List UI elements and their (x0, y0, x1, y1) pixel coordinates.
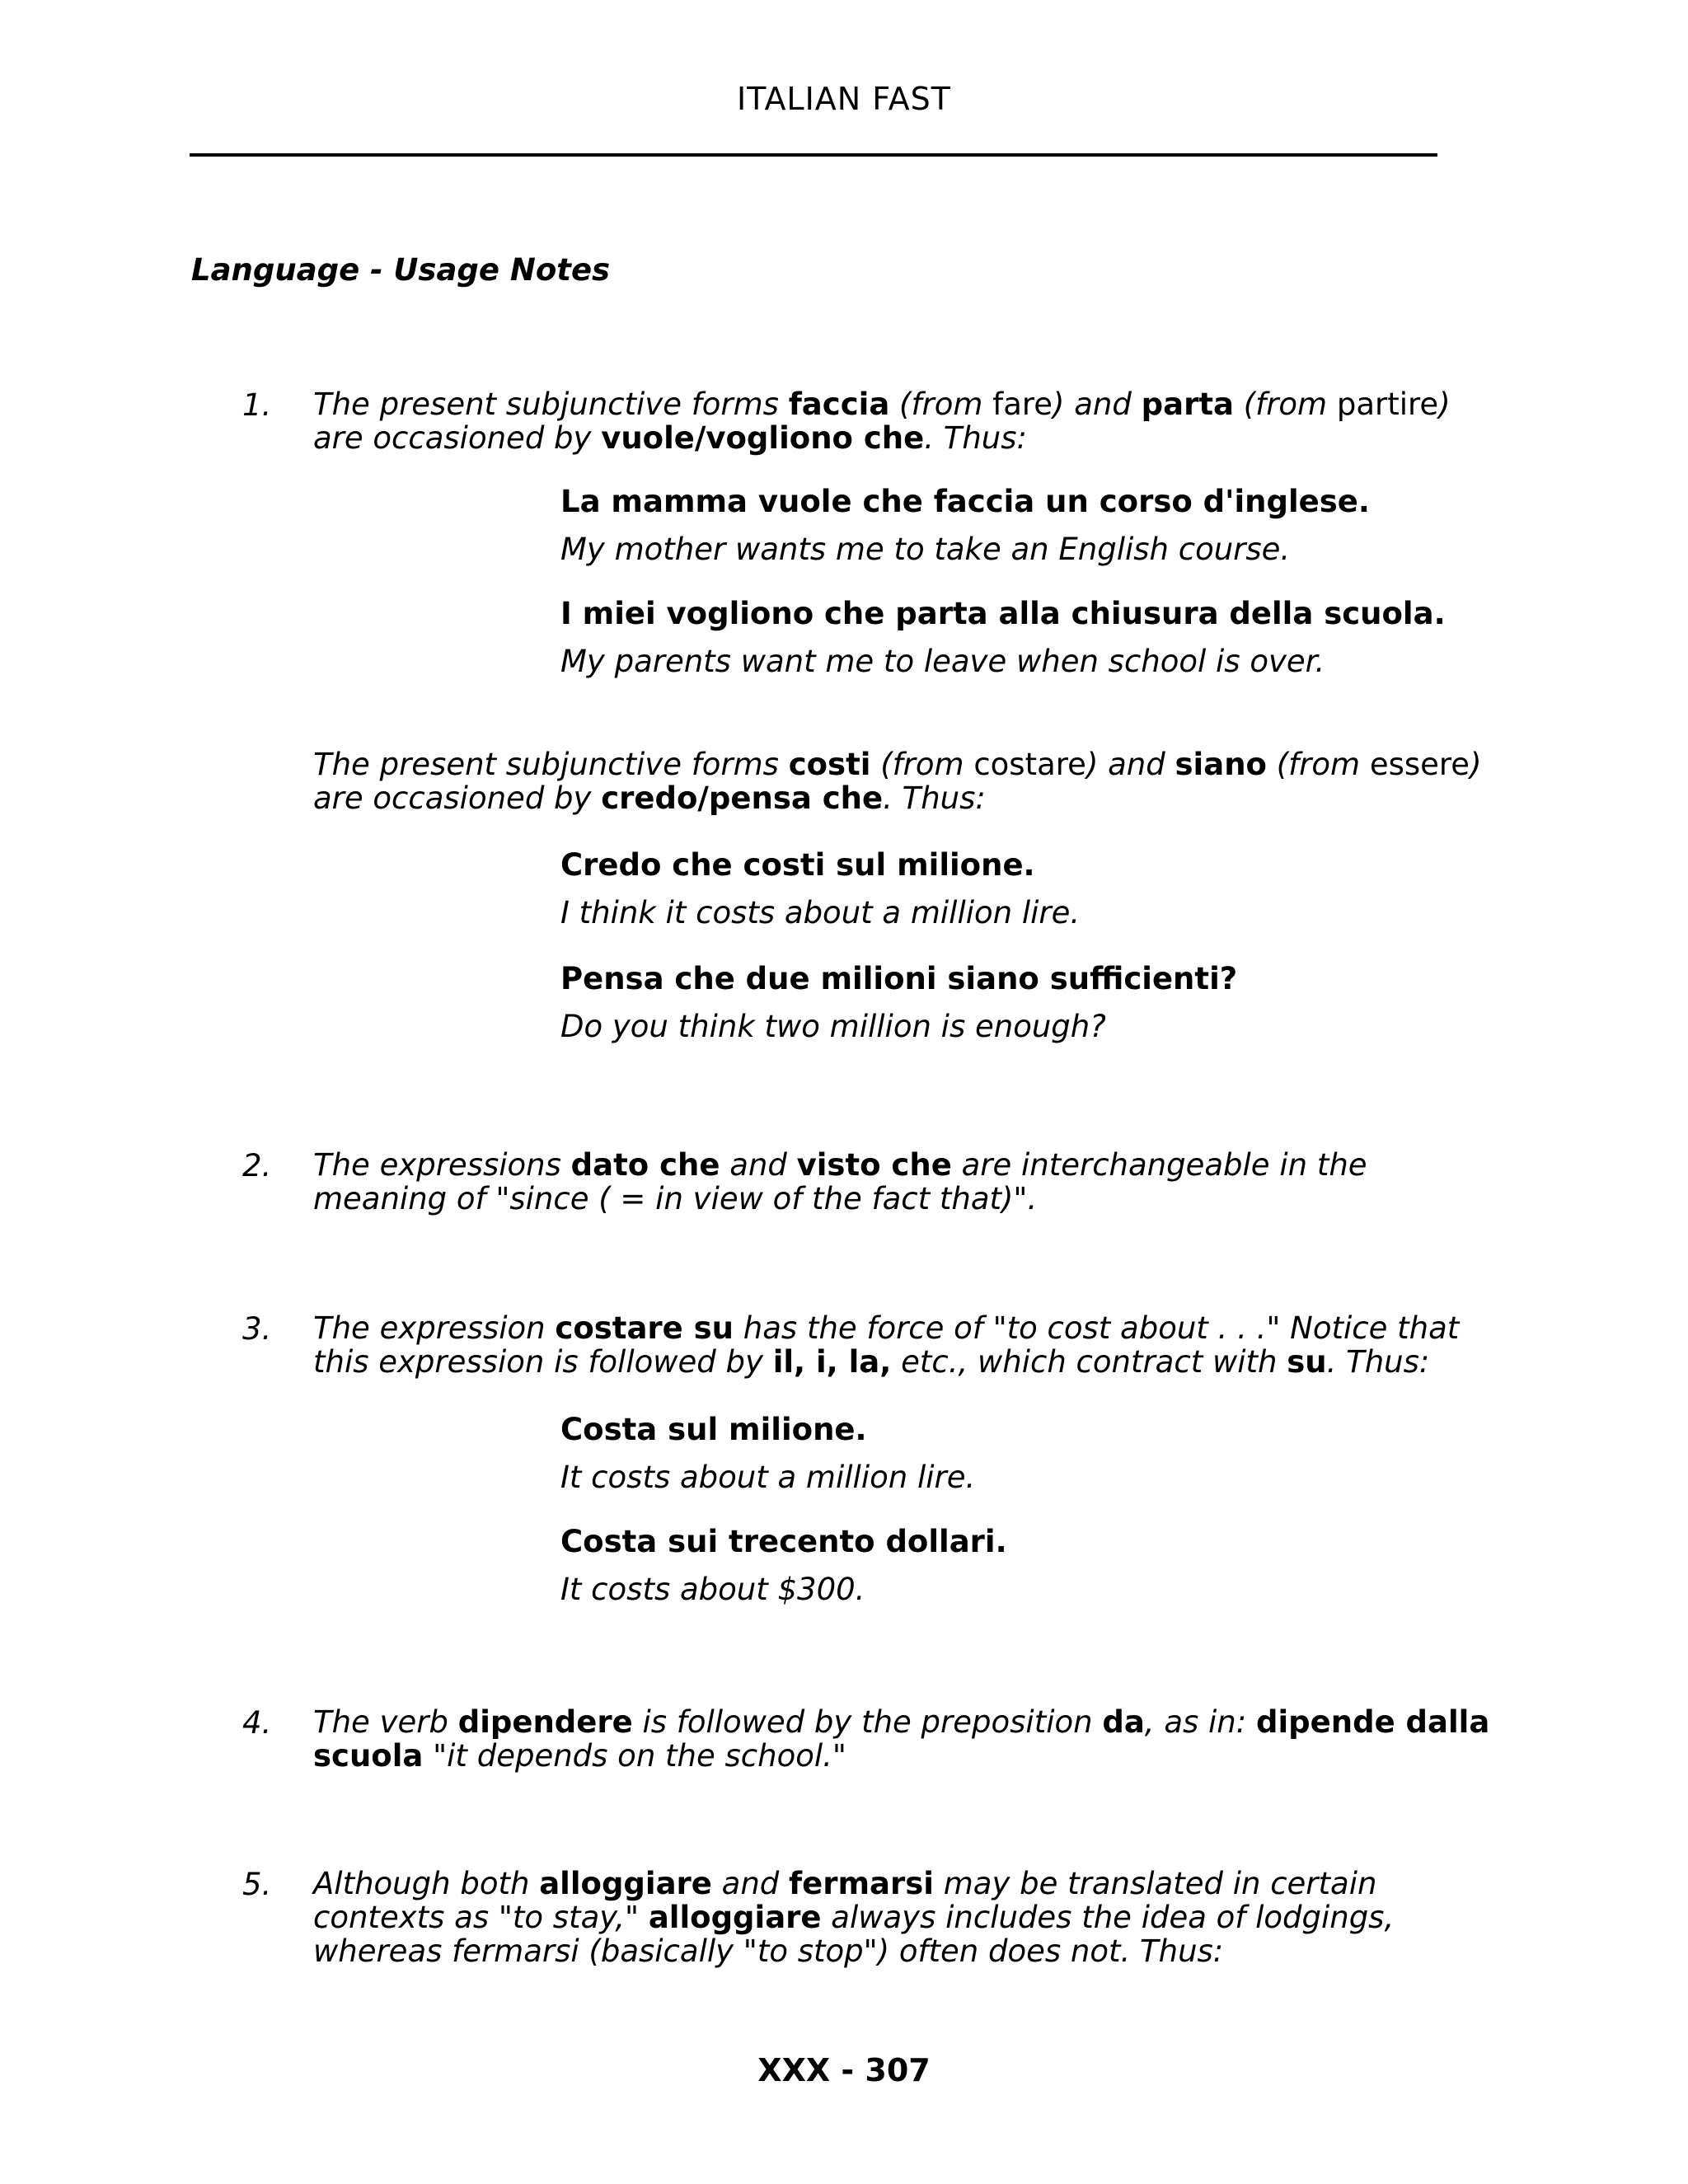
example (560, 1524, 1007, 1608)
infinitive: partire (1336, 387, 1439, 422)
text: The expression (313, 1310, 556, 1346)
text: (from (870, 747, 974, 782)
text: has the force of "to cost about . . ." Notice that this expression is followed by (313, 1310, 1460, 1380)
note-number: 3. (242, 1311, 272, 1347)
text: The expressions (313, 1147, 571, 1183)
note-number: 5. (242, 1867, 272, 1902)
text: The present subjunctive forms (313, 747, 789, 782)
note-number: 2. (242, 1148, 272, 1183)
text: etc., which contract with (891, 1344, 1287, 1380)
text: is followed by the preposition (632, 1704, 1103, 1740)
note-number: 4. (242, 1705, 272, 1741)
example (560, 847, 1080, 931)
term: fermarsi (789, 1866, 934, 1901)
section-title: Language - Usage Notes (191, 252, 611, 288)
example-translation: My parents want me to leave when school is over. (560, 644, 1325, 679)
note-4-paragraph (313, 1705, 1497, 1773)
text: always includes the idea of lodgings, whereas fermarsi (basically "to stop") often does not. Thus: (313, 1900, 1395, 1969)
term: credo/pensa che (601, 780, 884, 816)
text: (from (1233, 387, 1337, 422)
term: visto che (796, 1147, 952, 1183)
text: . Thus: (883, 780, 986, 816)
example-translation: My mother wants me to take an English course. (560, 532, 1291, 567)
text: , as in: (1144, 1704, 1256, 1740)
term: vuole/vogliono che (601, 420, 925, 456)
example (560, 961, 1237, 1045)
term: parta (1141, 387, 1234, 422)
text: . Thus: (1326, 1344, 1430, 1380)
term: siano (1175, 747, 1267, 782)
text: . Thus: (924, 420, 1027, 456)
example-translation: Do you think two million is enough? (560, 1009, 1106, 1044)
text: (from (1266, 747, 1370, 782)
note-2-paragraph (313, 1148, 1497, 1216)
term: su (1287, 1344, 1327, 1380)
infinitive: essere (1369, 747, 1470, 782)
example-translation: I think it costs about a million lire. (560, 895, 1081, 930)
text: are interchangeable in the meaning of "since ( = in view of the fact that)". (313, 1147, 1367, 1216)
text: "it depends on the school." (423, 1738, 846, 1774)
note-1-paragraph-1 (313, 387, 1497, 455)
text: ) and (1085, 747, 1175, 782)
note-3-paragraph (313, 1311, 1497, 1379)
text: may be translated in certain contexts as "to stay," (313, 1866, 1377, 1935)
term: costare su (555, 1310, 734, 1346)
page-header-title: ITALIAN FAST (736, 81, 952, 117)
example (560, 1412, 975, 1496)
text: The present subjunctive forms (313, 387, 789, 422)
term: il, i, la, (772, 1344, 892, 1380)
note-1-paragraph-2 (313, 748, 1497, 815)
text: ) and (1053, 387, 1142, 422)
page-number: XXX - 307 (757, 2052, 931, 2088)
infinitive: costare (973, 747, 1086, 782)
term: faccia (788, 387, 890, 422)
header-rule (190, 153, 1437, 157)
example (560, 484, 1370, 568)
term: dipende dalla scuola (313, 1704, 1490, 1774)
text: and (720, 1147, 797, 1183)
term: costi (788, 747, 871, 782)
example (560, 596, 1446, 680)
example-italian: La mamma vuole che faccia un corso d'inglese. (560, 484, 1370, 519)
term: dato che (570, 1147, 720, 1183)
infinitive: fare (992, 387, 1053, 422)
term: alloggiare (539, 1866, 712, 1901)
example-italian: Pensa che due milioni siano sufficienti? (560, 961, 1238, 996)
text: The verb (313, 1704, 458, 1740)
example-italian: Credo che costi sul milione. (560, 847, 1035, 883)
text: and (711, 1866, 790, 1901)
example-italian: Costa sui trecento dollari. (560, 1524, 1007, 1559)
text: ) are occasioned by (313, 387, 1451, 456)
term: dipendere (457, 1704, 633, 1740)
term: da (1102, 1704, 1145, 1740)
term: alloggiare (648, 1900, 822, 1935)
example-translation: It costs about $300. (560, 1572, 865, 1607)
note-5-paragraph (313, 1867, 1497, 1968)
text: (from (889, 387, 993, 422)
example-translation: It costs about a million lire. (560, 1460, 976, 1495)
note-number: 1. (242, 387, 272, 423)
example-italian: Costa sul milione. (560, 1412, 867, 1447)
example-italian: I miei vogliono che parta alla chiusura della scuola. (560, 596, 1446, 631)
text: Although both (313, 1866, 540, 1901)
text: ) are occasioned by (313, 747, 1482, 816)
